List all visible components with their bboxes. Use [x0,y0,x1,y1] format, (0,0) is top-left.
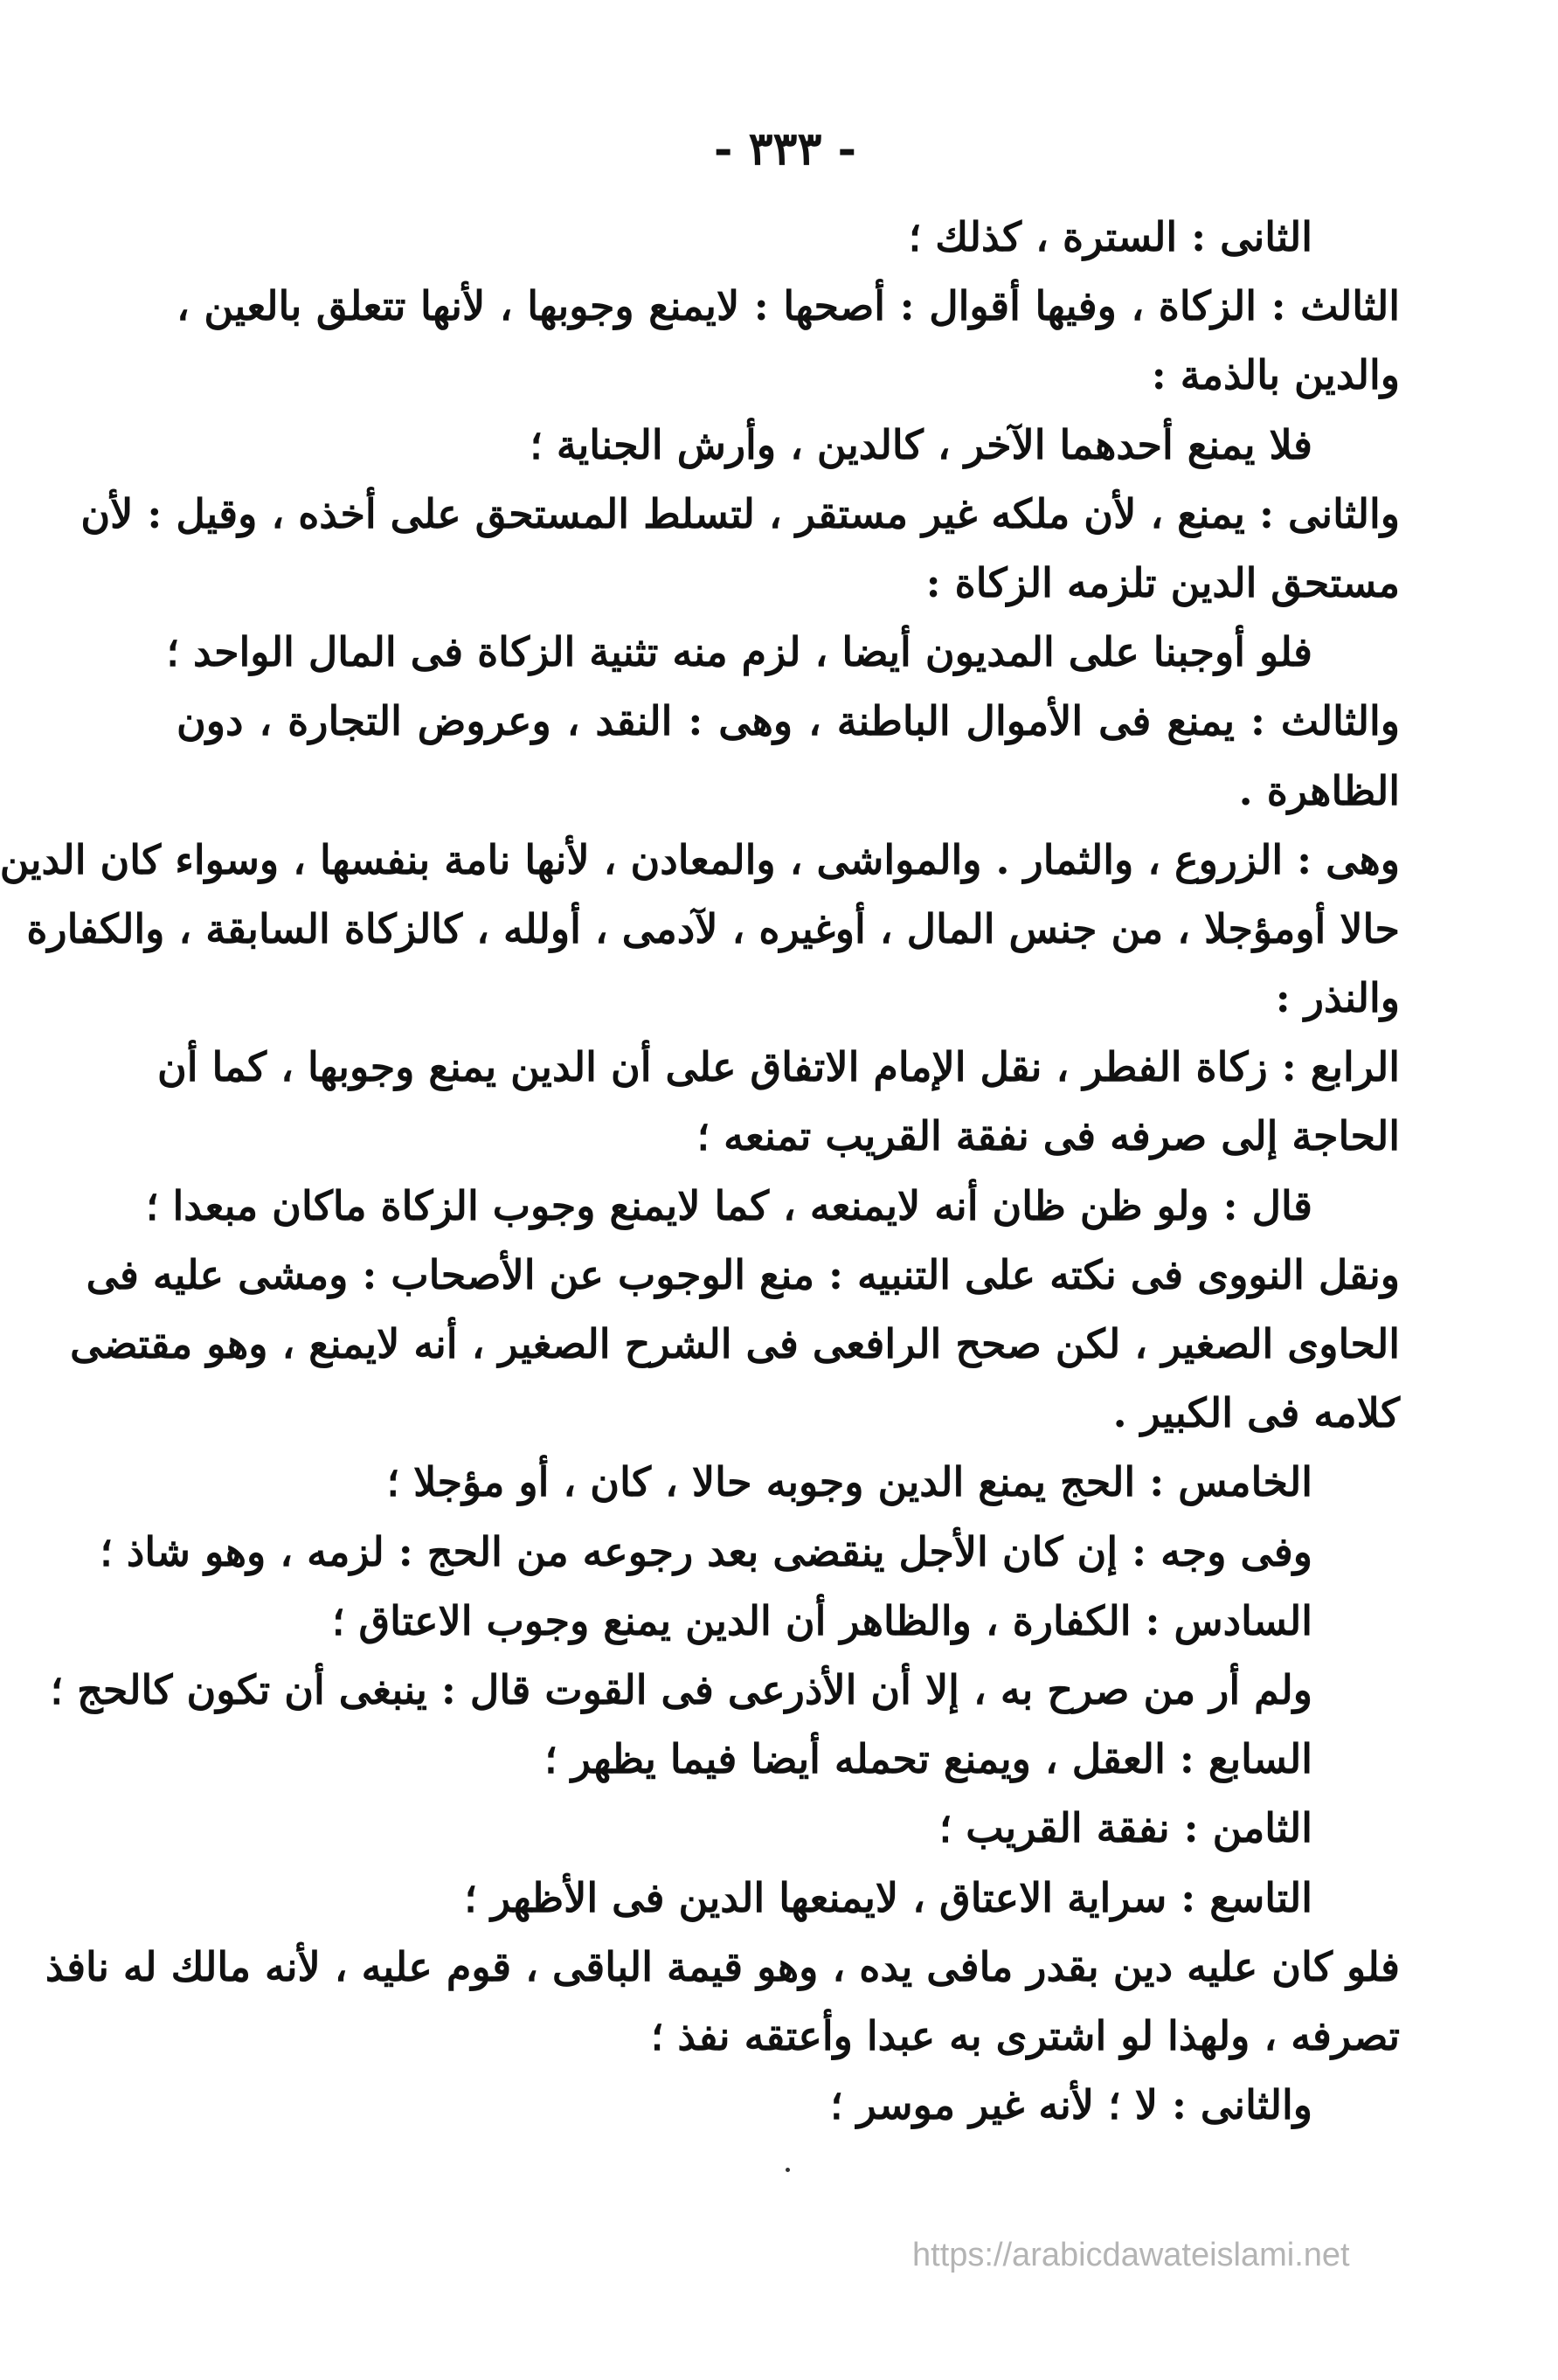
text-line: مستحق الدين تلزمه الزكاة : [925,558,1400,606]
text-line: وهى : الزروع ، والثمار . والمواشى ، والمعادن ، لأنها نامة بنفسها ، وسواء كان الدين [0,835,1400,883]
stray-dot [786,2168,790,2172]
text-line: الثالث : الزكاة ، وفيها أقوال : أصحها : لايمنع وجوبها ، لأنها تتعلق بالعين ، [177,282,1400,330]
text-line: الثامن : نفقة القريب ؛ [938,1804,1312,1852]
text-line: حالا أومؤجلا ، من جنس المال ، أوغيره ، لآدمى ، أولله ، كالزكاة السابقة ، والكفارة [26,904,1400,952]
text-line: تصرفه ، ولهذا لو اشترى به عبدا وأعتقه نفذ ؛ [650,2011,1400,2059]
text-line: الرابع : زكاة الفطر ، نقل الإمام الاتفاق على أن الدين يمنع وجوبها ، كما أن [156,1043,1400,1091]
text-line: الخامس : الحج يمنع الدين وجوبه حالا ، كان ، أو مؤجلا ؛ [386,1458,1312,1506]
text-line: كلامه فى الكبير . [1112,1389,1400,1437]
body-text [0,203,1400,2140]
text-line: وفى وجه : إن كان الأجل ينقضى بعد رجوعه من الحج : لزمه ، وهو شاذ ؛ [100,1527,1312,1575]
text-line: والدين بالذمة : [1151,351,1400,399]
text-line: والثالث : يمنع فى الأموال الباطنة ، وهى : النقد ، وعروض التجارة ، دون [177,697,1400,745]
text-line: السابع : العقل ، ويمنع تحمله أيضا فيما يظهر ؛ [544,1735,1312,1783]
text-line: والثانى : يمنع ، لأن ملكه غير مستقر ، لتسلط المستحق على أخذه ، وقيل : لأن [80,489,1400,537]
text-line: ونقل النووى فى نكته على التنبيه : منع الوجوب عن الأصحاب : ومشى عليه فى [86,1250,1400,1298]
text-line: ولم أر من صرح به ، إلا أن الأذرعى فى القوت قال : ينبغى أن تكون كالحج ؛ [50,1665,1312,1713]
watermark-url[interactable]: https://arabicdawateislami.net [912,2237,1350,2273]
text-line: التاسع : سراية الاعتاق ، لايمنعها الدين فى الأظهر ؛ [464,1873,1312,1921]
text-line: فلا يمنع أحدهما الآخر ، كالدين ، وأرش الجناية ؛ [530,420,1312,468]
text-line: الحاجة إلى صرفه فى نفقة القريب تمنعه ؛ [696,1112,1400,1160]
text-line: الثانى : السترة ، كذلك ؛ [908,213,1312,260]
text-line: الحاوى الصغير ، لكن صحح الرافعى فى الشرح الصغير ، أنه لايمنع ، وهو مقتضى [70,1320,1400,1367]
page-number: - ٣٣٣ - [713,122,857,176]
text-line: السادس : الكفارة ، والظاهر أن الدين يمنع وجوب الاعتاق ؛ [331,1596,1312,1644]
text-line: والنذر : [1275,974,1400,1022]
text-line: فلو كان عليه دين بقدر مافى يده ، وهو قيمة الباقى ، قوم عليه ، لأنه مالك له نافذ [45,1942,1400,1990]
text-line: فلو أوجبنا على المديون أيضا ، لزم منه تثنية الزكاة فى المال الواحد ؛ [166,628,1312,676]
text-line: قال : ولو ظن ظان أنه لايمنعه ، كما لايمنع وجوب الزكاة ماكان مبعدا ؛ [145,1181,1312,1229]
text-line: والثانى : لا ؛ لأنه غير موسر ؛ [830,2081,1312,2129]
text-line: الظاهرة . [1238,766,1400,814]
